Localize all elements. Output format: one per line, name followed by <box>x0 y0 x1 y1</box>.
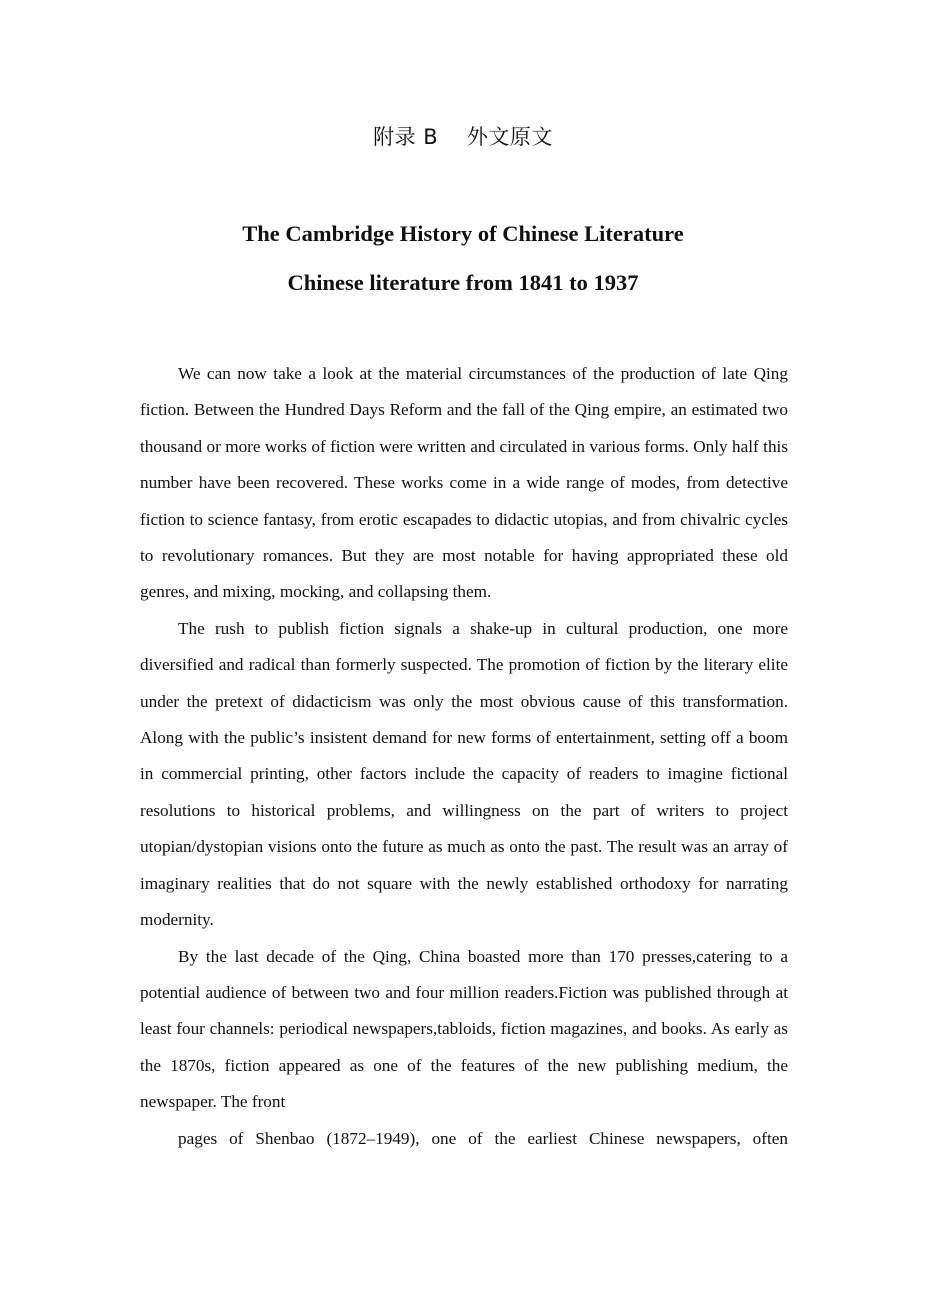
appendix-heading <box>0 121 926 153</box>
appendix-label: 附录 B <box>373 125 439 149</box>
paragraph-4: pages of Shenbao (1872–1949), one of the earliest Chinese newspapers, often <box>178 1128 788 1148</box>
body-text <box>140 356 788 1157</box>
paragraph-1: We can now take a look at the material circumstances of the production of late Qing fiction. Between the Hundred Days Reform and the fall of the Qing empire, an estimated two thousand or more works of fiction were written and circulated in various forms. Only half this number have been recovered. These works come in a wide range of modes, from detective fiction to science fantasy, from erotic escapades to didactic utopias, and from chivalric cycles to revolutionary romances. But they are most notable for having appropriated these old genres, and mixing, mocking, and collapsing them. <box>140 364 788 602</box>
book-title: The Cambridge History of Chinese Literature <box>242 221 684 246</box>
paragraph-3: By the last decade of the Qing, China boasted more than 170 presses,catering to a potential audience of between two and four million readers.Fiction was published through at least four channels: periodical newspapers,tabloids, fiction magazines, and books. As early as the 1870s, fiction appeared as one of the features of the new publishing medium, the newspaper. The front <box>140 946 788 1112</box>
paragraph-2: The rush to publish fiction signals a shake-up in cultural production, one more diversified and radical than formerly suspected. The promotion of fiction by the literary elite under the pretext of didacticism was only the most obvious cause of this transformation. Along with the public’s insistent demand for new forms of entertainment, setting off a boom in commercial printing, other factors include the capacity of readers to imagine fictional resolutions to historical problems, and willingness on the part of writers to project utopian/dystopian visions onto the future as much as onto the past. The result was an array of imaginary realities that do not square with the newly established orthodoxy for narrating modernity. <box>140 618 788 930</box>
appendix-title: 外文原文 <box>466 125 553 149</box>
chapter-title: Chinese literature from 1841 to 1937 <box>287 270 639 295</box>
